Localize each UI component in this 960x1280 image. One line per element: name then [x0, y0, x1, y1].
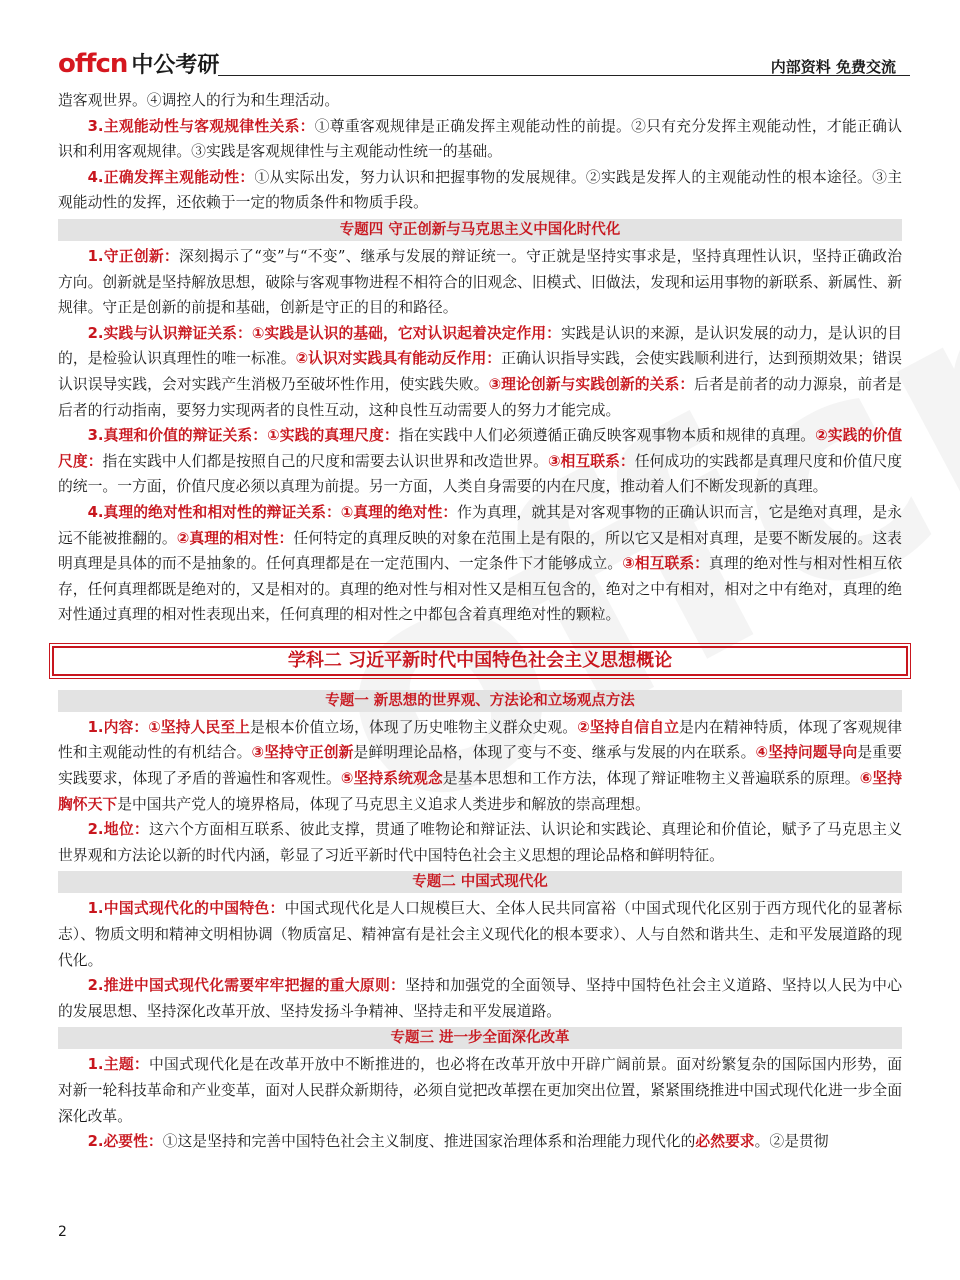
body-text: 真理的绝对性与相对性相互依存，任何真理都既是绝对的，又是相对的。真理的绝对性与相对性又是相互包含的，绝对之中有相对，相对之中有绝对，真理的绝对性通过真理的相对性表现出来，任何真理的相对性之中都包含着真理绝对性的颗粒。 — [58, 555, 902, 624]
topic-heading: 专题二 中国式现代化 — [58, 871, 902, 893]
key-term: 4.真理的绝对性和相对性的辩证关系：①真理的绝对性： — [87, 503, 458, 521]
topic-heading: 专题一 新思想的世界观、方法论和立场观点方法 — [58, 690, 902, 712]
paragraph — [58, 88, 902, 114]
key-term: ③相互联系： — [622, 555, 710, 573]
key-term: 1.守正创新： — [87, 247, 179, 265]
body-text: 坚持和加强党的全面领导、坚持中国特色社会主义道路、坚持以人民为中心的发展思想、坚持深化改革开放、坚持发扬斗争精神、坚持走和平发展道路。 — [58, 977, 902, 1020]
key-term: ④坚持问题导向 — [755, 744, 858, 762]
body-text: 是根本价值立场，体现了历史唯物主义群众史观。 — [250, 718, 578, 736]
key-term: 3.真理和价值的辩证关系：①实践的真理尺度： — [87, 427, 399, 445]
key-term: ③相互联系： — [547, 452, 635, 470]
key-term: ②认识对实践具有能动反作用： — [295, 350, 502, 368]
paragraph — [58, 500, 902, 628]
page-header — [58, 48, 910, 78]
header-tagline: 内部资料 免费交流 — [770, 58, 896, 76]
paragraph — [58, 114, 902, 165]
key-term: 3.主观能动性与客观规律性关系： — [87, 117, 315, 135]
body-text: 中国式现代化是在改革开放中不断推进的，也必将在改革开放中开辟广阔前景。面对纷繁复杂的国际国内形势，面对新一轮科技革命和产业变革，面对人民群众新期待，必须自觉把改革摆在更加突出位置，紧紧围绕推进中国式现代化进一步全面深化改革。 — [58, 1056, 902, 1125]
body-text: 指在实践中人们都是按照自己的尺度和需要去认识世界和改造世界。 — [102, 452, 548, 470]
key-term: ⑥坚持胸怀天下 — [58, 770, 902, 813]
key-term: 2.必要性： — [87, 1133, 163, 1151]
subject-heading: 学科二 习近平新时代中国特色社会主义思想概论 — [52, 646, 908, 676]
page-number: 2 — [58, 1224, 67, 1240]
body-text: 正确认识指导实践，会使实践顺利进行，达到预期效果；错误认识误导实践，会对实践产生消极乃至破坏性作用，使实践失败。 — [58, 350, 902, 393]
key-term: ②坚持自信自立 — [577, 718, 680, 736]
key-term: 2.实践与认识辩证关系：①实践是认识的基础，它对认识起着决定作用： — [87, 324, 561, 342]
body-text: 是中国共产党人的境界格局，体现了马克思主义追求人类进步和解放的崇高理想。 — [117, 795, 650, 813]
key-term: 2.地位： — [87, 821, 149, 839]
body-text: 实践是认识的来源，是认识发展的动力，是认识的目的，是检验认识真理性的唯一标准。 — [58, 324, 902, 368]
body-text: 造客观世界。④调控人的行为和生理活动。 — [58, 92, 340, 109]
key-term: 1.内容：①坚持人民至上 — [87, 718, 251, 736]
body-text: ①尊重客观规律是正确发挥主观能动性的前提。②只有充分发挥主观能动性，才能正确认识和利用客观规律。③实践是客观规律性与主观能动性统一的基础。 — [58, 117, 902, 161]
paragraph — [58, 244, 902, 321]
key-term: ⑤坚持系统观念 — [340, 770, 443, 788]
body-text: 。②是贯彻 — [754, 1133, 829, 1151]
body-text: 是内在精神特质，体现了客观规律性和主观能动性的有机结合。 — [58, 718, 902, 762]
paragraph — [58, 896, 902, 973]
key-term: ③坚持守正创新 — [251, 744, 354, 762]
paragraph — [58, 165, 902, 216]
body-text: 作为真理，就其是对客观事物的正确认识而言，它是绝对真理，是永远不能被推翻的。 — [58, 503, 902, 547]
body-text: 任何成功的实践都是真理尺度和价值尺度的统一。一方面，价值尺度必须以真理为前提。另一方面，人类自身需要的内在尺度，推动着人们不断发现新的真理。 — [58, 452, 902, 496]
paragraph — [58, 1129, 902, 1155]
key-term: ②实践的价值尺度： — [58, 427, 902, 470]
document-body — [58, 88, 902, 1155]
paragraph — [58, 321, 902, 423]
key-term: ②真理的相对性： — [176, 529, 294, 547]
body-text: 是基本思想和工作方法，体现了辩证唯物主义普遍联系的原理。 — [442, 770, 860, 788]
topic-heading: 专题四 守正创新与马克思主义中国化时代化 — [58, 219, 902, 241]
body-text: ①从实际出发，努力认识和把握事物的发展规律。②实践是发挥人的主观能动性的根本途径。③主观能动性的发挥，还依赖于一定的物质条件和物质手段。 — [58, 168, 902, 212]
topic-heading: 专题三 进一步全面深化改革 — [58, 1027, 902, 1049]
body-text: 是重要实践要求，体现了矛盾的普遍性和客观性。 — [58, 744, 902, 788]
logo-cn-text: 中公考研 — [131, 53, 220, 78]
body-text: 指在实践中人们必须遵循正确反映客观事物本质和规律的真理。 — [398, 427, 816, 445]
paragraph — [58, 817, 902, 868]
key-term: 4.正确发挥主观能动性： — [87, 168, 255, 186]
paragraph — [58, 1052, 902, 1129]
body-text: 是鲜明理论品格，体现了变与不变、继承与发展的内在联系。 — [353, 744, 756, 762]
key-term: 必然要求 — [695, 1133, 755, 1151]
paragraph — [58, 423, 902, 500]
body-text: ①这是坚持和完善中国特色社会主义制度、推进国家治理体系和治理能力现代化的 — [162, 1133, 696, 1151]
key-term: 1.主题： — [87, 1056, 149, 1074]
body-text: 这六个方面相互联系、彼此支撑，贯通了唯物论和辩证法、认识论和实践论、真理论和价值论，赋予了马克思主义世界观和方法论以新的时代内涵，彰显了习近平新时代中国特色社会主义思想的理论品格和鲜明特征。 — [58, 821, 902, 864]
key-term: ③理论创新与实践创新的关系： — [488, 375, 695, 393]
offcn-logo — [58, 48, 219, 78]
paragraph — [58, 715, 902, 817]
key-term: 1.中国式现代化的中国特色： — [87, 900, 285, 918]
paragraph — [58, 973, 902, 1024]
body-text: 深刻揭示了“变”与“不变”、继承与发展的辩证统一。守正就是坚持实事求是，坚持真理性认识，坚持正确政治方向。创新就是坚持解放思想，破除与客观事物进程不相符合的旧观念、旧模式、旧做法，发现和运用事物的新联系、新属性、新规律。守正是创新的前提和基础，创新是守正的目的和路径。 — [58, 247, 903, 317]
body-text: 中国式现代化是人口规模巨大、全体人民共同富裕（中国式现代化区别于西方现代化的显著标志）、物质文明和精神文明相协调（物质富足、精神富有是社会主义现代化的根本要求）、人与自然和谐共生、走和平发展道路的现代化。 — [58, 900, 902, 969]
body-text: 任何特定的真理反映的对象在范围上是有限的，所以它又是相对真理，是要不断发展的。这表明真理是具体的而不是抽象的。任何真理都是在一定范围内、一定条件下才能够成立。 — [58, 529, 902, 573]
key-term: 2.推进中国式现代化需要牢牢把握的重大原则： — [87, 977, 406, 995]
logo-en-text: offcn — [58, 49, 128, 79]
body-text: 后者是前者的动力源泉，前者是后者的行动指南，要努力实现两者的良性互动，这种良性互动需要人的努力才能完成。 — [58, 375, 902, 419]
